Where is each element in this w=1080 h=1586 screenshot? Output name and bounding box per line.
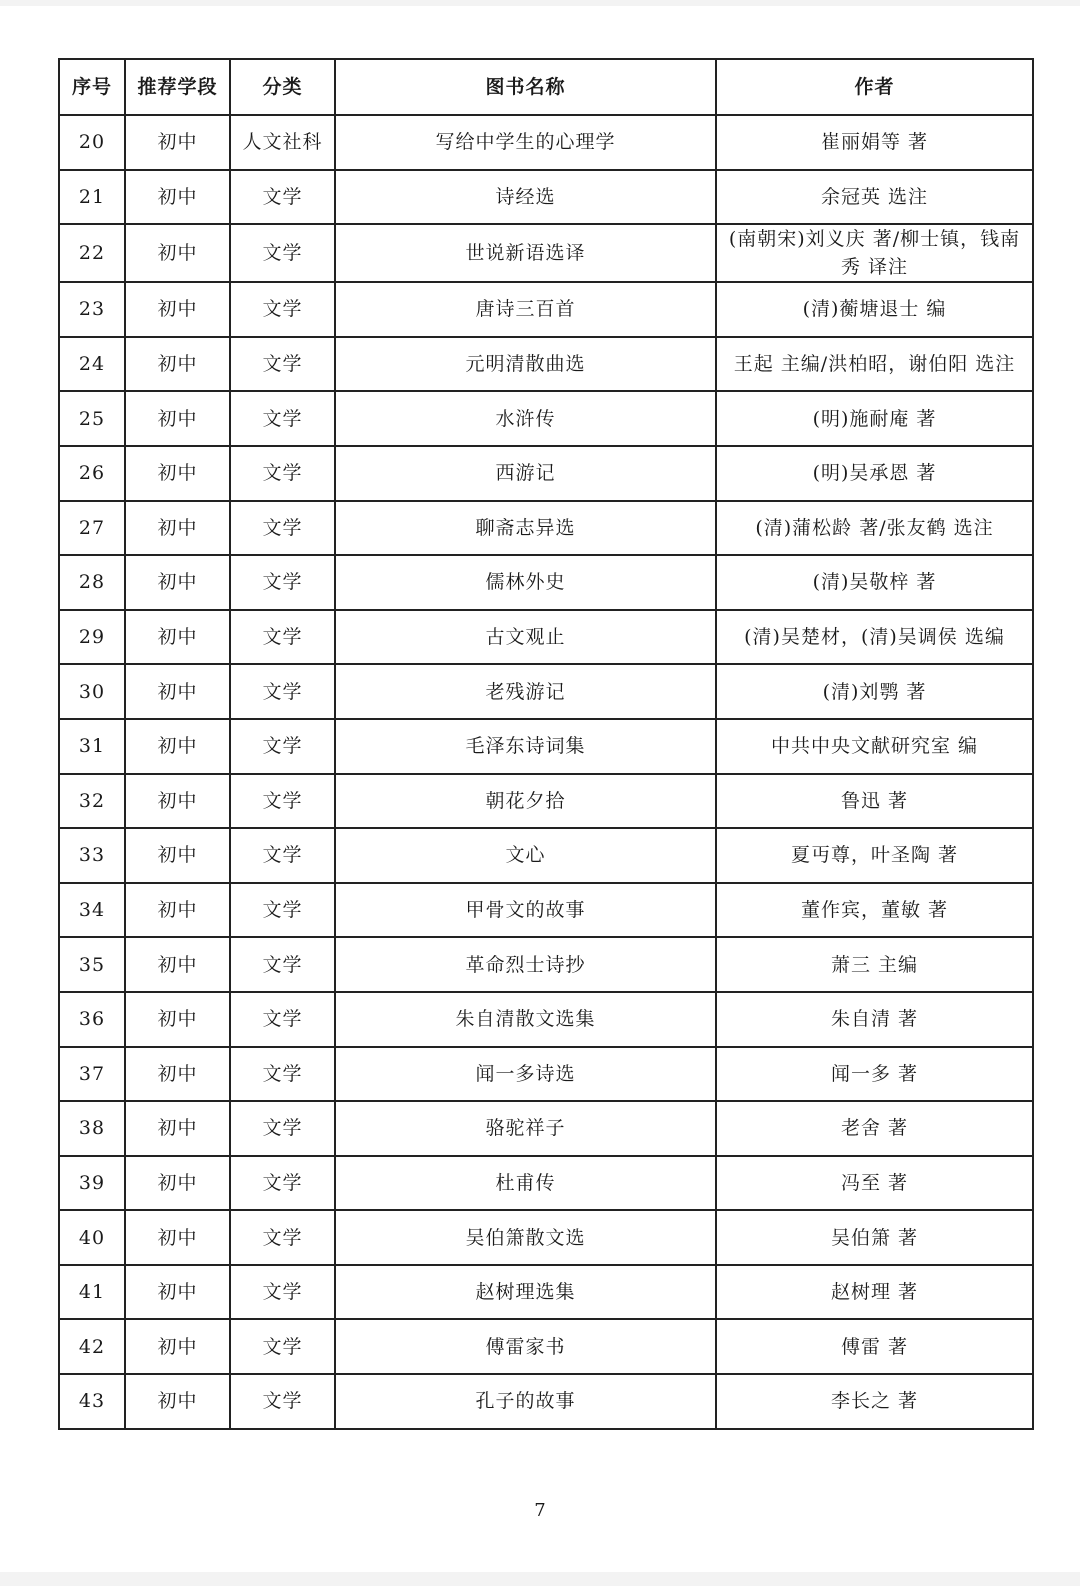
cell-title: 元明清散曲选 (335, 337, 716, 392)
cell-title: 文心 (335, 828, 716, 883)
cell-index: 26 (59, 446, 125, 501)
cell-author: 赵树理 著 (716, 1265, 1033, 1320)
cell-category: 文学 (230, 1374, 335, 1429)
cell-category: 文学 (230, 446, 335, 501)
cell-stage: 初中 (125, 170, 230, 225)
cell-author: 夏丏尊，叶圣陶 著 (716, 828, 1033, 883)
cell-category: 文学 (230, 1265, 335, 1320)
cell-index: 23 (59, 282, 125, 337)
cell-stage: 初中 (125, 1265, 230, 1320)
cell-author: (清)蘅塘退士 编 (716, 282, 1033, 337)
cell-title: 杜甫传 (335, 1156, 716, 1211)
cell-author: (明)施耐庵 著 (716, 391, 1033, 446)
cell-stage: 初中 (125, 501, 230, 556)
cell-stage: 初中 (125, 1374, 230, 1429)
cell-title: 傅雷家书 (335, 1319, 716, 1374)
table-row (59, 992, 1033, 1047)
cell-index: 37 (59, 1047, 125, 1102)
header-title: 图书名称 (335, 59, 716, 115)
cell-category: 文学 (230, 1101, 335, 1156)
table-body (59, 115, 1033, 1429)
cell-index: 21 (59, 170, 125, 225)
cell-stage: 初中 (125, 555, 230, 610)
cell-author: (南朝宋)刘义庆 著/柳士镇，钱南秀 译注 (716, 224, 1033, 282)
cell-author: 余冠英 选注 (716, 170, 1033, 225)
table-row (59, 1156, 1033, 1211)
cell-category: 文学 (230, 992, 335, 1047)
cell-category: 人文社科 (230, 115, 335, 170)
table-row (59, 1101, 1033, 1156)
cell-title: 聊斋志异选 (335, 501, 716, 556)
header-author: 作者 (716, 59, 1033, 115)
cell-title: 骆驼祥子 (335, 1101, 716, 1156)
table-row (59, 391, 1033, 446)
cell-category: 文学 (230, 1156, 335, 1211)
cell-author: 吴伯箫 著 (716, 1210, 1033, 1265)
cell-stage: 初中 (125, 282, 230, 337)
table-row (59, 1265, 1033, 1320)
table-row (59, 883, 1033, 938)
cell-index: 31 (59, 719, 125, 774)
cell-category: 文学 (230, 664, 335, 719)
cell-category: 文学 (230, 719, 335, 774)
cell-index: 36 (59, 992, 125, 1047)
table-row (59, 501, 1033, 556)
cell-title: 诗经选 (335, 170, 716, 225)
cell-stage: 初中 (125, 115, 230, 170)
cell-index: 29 (59, 610, 125, 665)
cell-author: 李长之 著 (716, 1374, 1033, 1429)
cell-index: 40 (59, 1210, 125, 1265)
cell-stage: 初中 (125, 774, 230, 829)
cell-stage: 初中 (125, 937, 230, 992)
table-row (59, 555, 1033, 610)
cell-title: 水浒传 (335, 391, 716, 446)
cell-stage: 初中 (125, 664, 230, 719)
cell-author: 冯至 著 (716, 1156, 1033, 1211)
cell-stage: 初中 (125, 828, 230, 883)
cell-category: 文学 (230, 282, 335, 337)
cell-author: 董作宾，董敏 著 (716, 883, 1033, 938)
book-list-table (58, 58, 1034, 1430)
cell-author: (清)刘鹗 著 (716, 664, 1033, 719)
header-stage: 推荐学段 (125, 59, 230, 115)
cell-author: 中共中央文献研究室 编 (716, 719, 1033, 774)
cell-index: 27 (59, 501, 125, 556)
cell-author: (清)吴楚材，(清)吴调侯 选编 (716, 610, 1033, 665)
header-category: 分类 (230, 59, 335, 115)
cell-stage: 初中 (125, 883, 230, 938)
document-page (0, 6, 1080, 1572)
cell-author: 崔丽娟等 著 (716, 115, 1033, 170)
cell-author: 王起 主编/洪柏昭，谢伯阳 选注 (716, 337, 1033, 392)
cell-category: 文学 (230, 828, 335, 883)
cell-category: 文学 (230, 1210, 335, 1265)
cell-stage: 初中 (125, 719, 230, 774)
cell-index: 25 (59, 391, 125, 446)
cell-category: 文学 (230, 1047, 335, 1102)
cell-category: 文学 (230, 937, 335, 992)
cell-index: 34 (59, 883, 125, 938)
cell-title: 毛泽东诗词集 (335, 719, 716, 774)
cell-index: 41 (59, 1265, 125, 1320)
cell-stage: 初中 (125, 610, 230, 665)
table-row (59, 828, 1033, 883)
table-header-row (59, 59, 1033, 115)
table-row (59, 115, 1033, 170)
table-row (59, 446, 1033, 501)
cell-index: 20 (59, 115, 125, 170)
cell-title: 吴伯箫散文选 (335, 1210, 716, 1265)
cell-index: 43 (59, 1374, 125, 1429)
table-row (59, 224, 1033, 282)
cell-stage: 初中 (125, 337, 230, 392)
cell-index: 30 (59, 664, 125, 719)
table-row (59, 719, 1033, 774)
table-row (59, 337, 1033, 392)
cell-title: 甲骨文的故事 (335, 883, 716, 938)
cell-title: 古文观止 (335, 610, 716, 665)
table-row (59, 774, 1033, 829)
cell-index: 39 (59, 1156, 125, 1211)
cell-author: 鲁迅 著 (716, 774, 1033, 829)
cell-title: 写给中学生的心理学 (335, 115, 716, 170)
cell-index: 22 (59, 224, 125, 282)
cell-category: 文学 (230, 610, 335, 665)
cell-stage: 初中 (125, 1210, 230, 1265)
cell-title: 儒林外史 (335, 555, 716, 610)
cell-category: 文学 (230, 170, 335, 225)
cell-category: 文学 (230, 224, 335, 282)
table-row (59, 610, 1033, 665)
cell-index: 35 (59, 937, 125, 992)
cell-title: 老残游记 (335, 664, 716, 719)
cell-title: 唐诗三百首 (335, 282, 716, 337)
page-number: 7 (534, 1500, 546, 1521)
table-row (59, 282, 1033, 337)
cell-index: 32 (59, 774, 125, 829)
cell-category: 文学 (230, 501, 335, 556)
cell-author: 萧三 主编 (716, 937, 1033, 992)
cell-stage: 初中 (125, 224, 230, 282)
table-row (59, 170, 1033, 225)
cell-title: 世说新语选译 (335, 224, 716, 282)
cell-stage: 初中 (125, 992, 230, 1047)
cell-title: 朱自清散文选集 (335, 992, 716, 1047)
cell-author: (清)蒲松龄 著/张友鹤 选注 (716, 501, 1033, 556)
cell-category: 文学 (230, 1319, 335, 1374)
cell-index: 24 (59, 337, 125, 392)
cell-title: 朝花夕拾 (335, 774, 716, 829)
cell-stage: 初中 (125, 446, 230, 501)
cell-stage: 初中 (125, 1101, 230, 1156)
header-index: 序号 (59, 59, 125, 115)
cell-stage: 初中 (125, 1319, 230, 1374)
cell-index: 38 (59, 1101, 125, 1156)
table-row (59, 1047, 1033, 1102)
cell-category: 文学 (230, 883, 335, 938)
cell-stage: 初中 (125, 391, 230, 446)
cell-author: (明)吴承恩 著 (716, 446, 1033, 501)
cell-title: 闻一多诗选 (335, 1047, 716, 1102)
cell-title: 西游记 (335, 446, 716, 501)
cell-index: 33 (59, 828, 125, 883)
cell-author: 老舍 著 (716, 1101, 1033, 1156)
cell-title: 孔子的故事 (335, 1374, 716, 1429)
table-row (59, 937, 1033, 992)
cell-stage: 初中 (125, 1156, 230, 1211)
table-row (59, 1319, 1033, 1374)
cell-category: 文学 (230, 555, 335, 610)
cell-author: 朱自清 著 (716, 992, 1033, 1047)
table-row (59, 1374, 1033, 1429)
cell-category: 文学 (230, 337, 335, 392)
cell-stage: 初中 (125, 1047, 230, 1102)
cell-category: 文学 (230, 391, 335, 446)
cell-index: 28 (59, 555, 125, 610)
cell-index: 42 (59, 1319, 125, 1374)
cell-title: 赵树理选集 (335, 1265, 716, 1320)
cell-category: 文学 (230, 774, 335, 829)
cell-author: 傅雷 著 (716, 1319, 1033, 1374)
cell-author: (清)吴敬梓 著 (716, 555, 1033, 610)
cell-title: 革命烈士诗抄 (335, 937, 716, 992)
table-row (59, 1210, 1033, 1265)
table-row (59, 664, 1033, 719)
cell-author: 闻一多 著 (716, 1047, 1033, 1102)
